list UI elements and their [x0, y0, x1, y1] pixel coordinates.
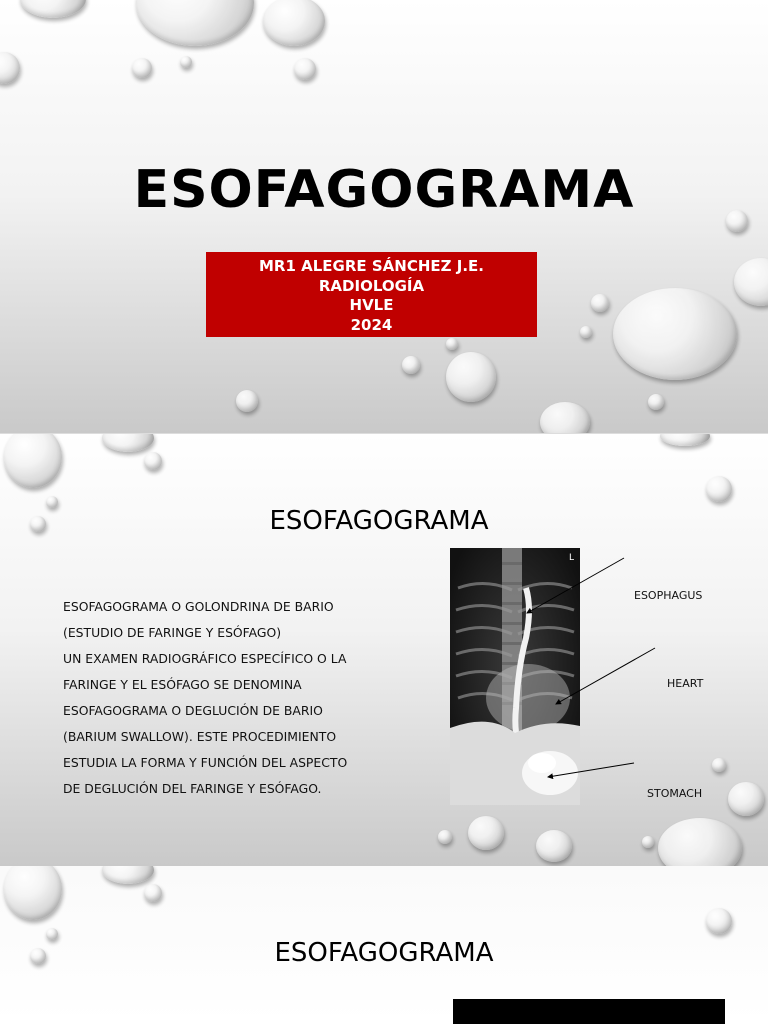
- slide-title: ESOFAGOGRAMA: [274, 938, 494, 968]
- content-slide-partial: [0, 866, 768, 1024]
- esophagus-arrow: [527, 558, 624, 613]
- text-line: ESOFAGOGRAMA O DEGLUCIÓN DE BARIO: [63, 703, 323, 718]
- heart-label: HEART: [667, 677, 704, 690]
- water-drop-decoration: [144, 884, 162, 902]
- water-drop-decoration: [446, 338, 458, 350]
- content-slide: [0, 433, 768, 866]
- water-drop-decoration: [263, 0, 325, 46]
- stomach-label: STOMACH: [647, 787, 703, 800]
- text-line: (ESTUDIO DE FARINGE Y ESÓFAGO): [63, 625, 282, 640]
- esophagus-label: ESOPHAGUS: [634, 589, 703, 602]
- water-drop-decoration: [4, 866, 62, 920]
- water-drop-decoration: [236, 390, 258, 412]
- image-placeholder: [453, 999, 725, 1024]
- water-drop-decoration: [540, 402, 590, 433]
- annotation-arrows: [0, 434, 768, 866]
- water-drop-decoration: [734, 258, 768, 306]
- water-drop-decoration: [706, 908, 732, 934]
- text-line: UN EXAMEN RADIOGRÁFICO ESPECÍFICO O LA: [63, 651, 347, 666]
- slide-title: ESOFAGOGRAMA: [269, 506, 489, 536]
- slide-title: ESOFAGOGRAMA: [133, 160, 635, 220]
- water-drop-decoration: [613, 288, 737, 380]
- text-line: (BARIUM SWALLOW). ESTE PROCEDIMIENTO: [63, 729, 337, 744]
- water-drop-decoration: [0, 52, 20, 84]
- text-line: FARINGE Y EL ESÓFAGO SE DENOMINA: [63, 677, 302, 692]
- xray-side-marker: L: [569, 553, 575, 563]
- water-drop-decoration: [20, 0, 86, 18]
- department: RADIOLOGÍA: [318, 276, 425, 295]
- text-line: ESOFAGOGRAMA O GOLONDRINA DE BARIO: [63, 599, 334, 614]
- water-drop-decoration: [446, 352, 496, 402]
- heart-arrow: [556, 648, 655, 704]
- water-drop-decoration: [136, 0, 254, 46]
- text-line: ESTUDIA LA FORMA Y FUNCIÓN DEL ASPECTO: [63, 755, 348, 770]
- water-drop-decoration: [580, 326, 592, 338]
- stomach-arrow: [548, 763, 634, 777]
- water-drop-decoration: [648, 394, 664, 410]
- water-drop-decoration: [402, 356, 420, 374]
- author-box: [206, 252, 537, 337]
- year: 2024: [350, 315, 393, 334]
- text-line: DE DEGLUCIÓN DEL FARINGE Y ESÓFAGO.: [63, 781, 322, 796]
- water-drop-decoration: [102, 866, 154, 884]
- water-drop-decoration: [180, 56, 192, 68]
- author-name: MR1 ALEGRE SÁNCHEZ J.E.: [259, 257, 484, 275]
- hospital: HVLE: [349, 296, 394, 314]
- water-drop-decoration: [591, 294, 609, 312]
- water-drop-decoration: [132, 58, 152, 78]
- water-drop-decoration: [294, 58, 316, 80]
- title-slide: [0, 0, 768, 433]
